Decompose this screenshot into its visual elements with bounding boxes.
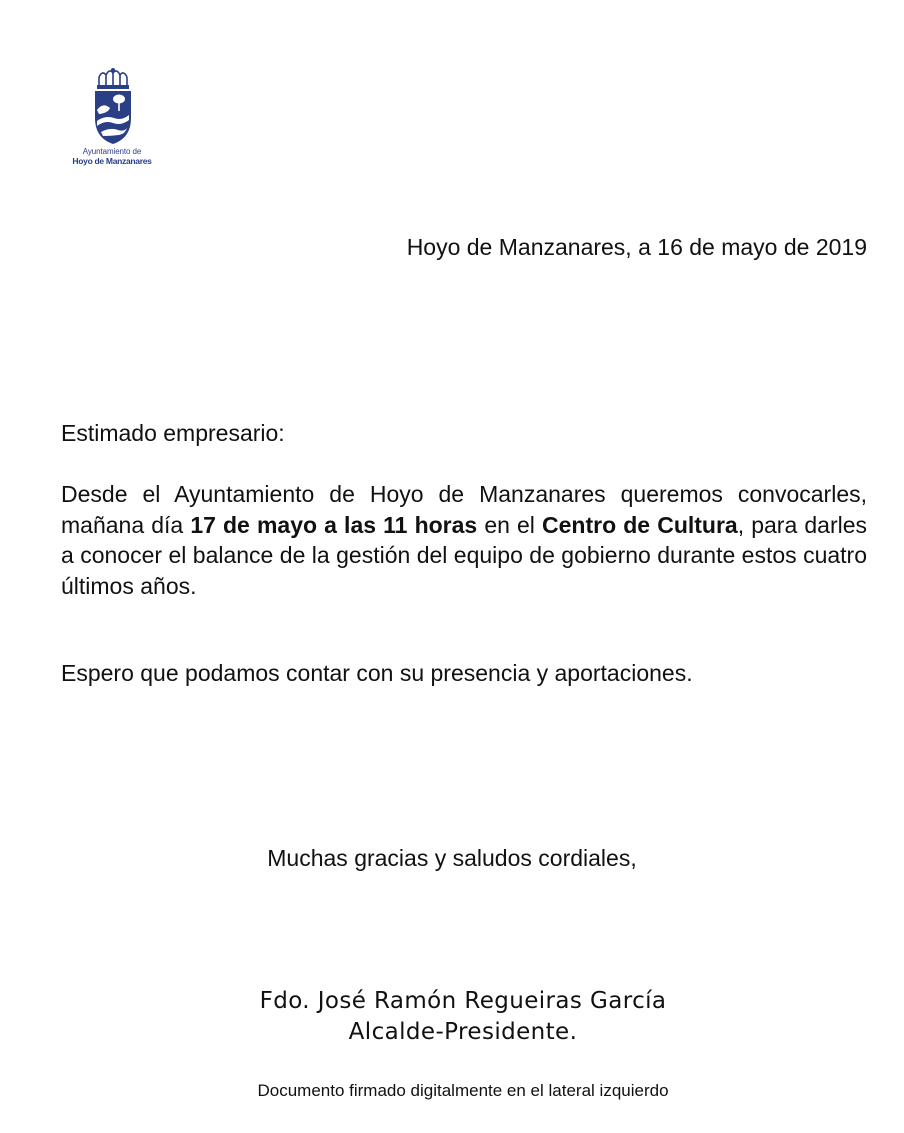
body-text-part1: Desde el Ayuntamiento de Hoyo de Manzanares queremos convocarles, mañana día — [61, 481, 867, 538]
hope-line: Espero que podamos contar con su presencia y aportaciones. — [61, 660, 693, 686]
body-text-part3: , para darles a conocer el balance de la gestión del equipo de gobierno durante estos cuatro últimos años. — [61, 511, 868, 599]
signature-block — [0, 986, 904, 1048]
municipal-logo — [62, 66, 162, 176]
coat-of-arms-icon — [90, 66, 136, 148]
signatory-role: Alcalde-Presidente. — [348, 1019, 578, 1045]
closing-line: Muchas gracias y saludos cordiales, — [267, 845, 637, 871]
greeting: Estimado empresario: — [61, 420, 285, 446]
body-bold-venue: Centro de Cultura — [542, 511, 738, 538]
place-date-line: Hoyo de Manzanares, a 16 de mayo de 2019 — [406, 234, 867, 260]
logo-caption-line2: Hoyo de Manzanares — [72, 156, 152, 166]
digital-signature-note: Documento firmado digitalmente en el lateral izquierdo — [257, 1081, 669, 1100]
logo-caption-line1: Ayuntamiento de — [82, 147, 142, 156]
body-text-part2: en el — [477, 511, 543, 538]
body-paragraph — [61, 479, 867, 601]
signatory-name: Fdo. José Ramón Regueiras García — [259, 988, 667, 1014]
body-bold-date-time: 17 de mayo a las 11 horas — [190, 511, 478, 538]
